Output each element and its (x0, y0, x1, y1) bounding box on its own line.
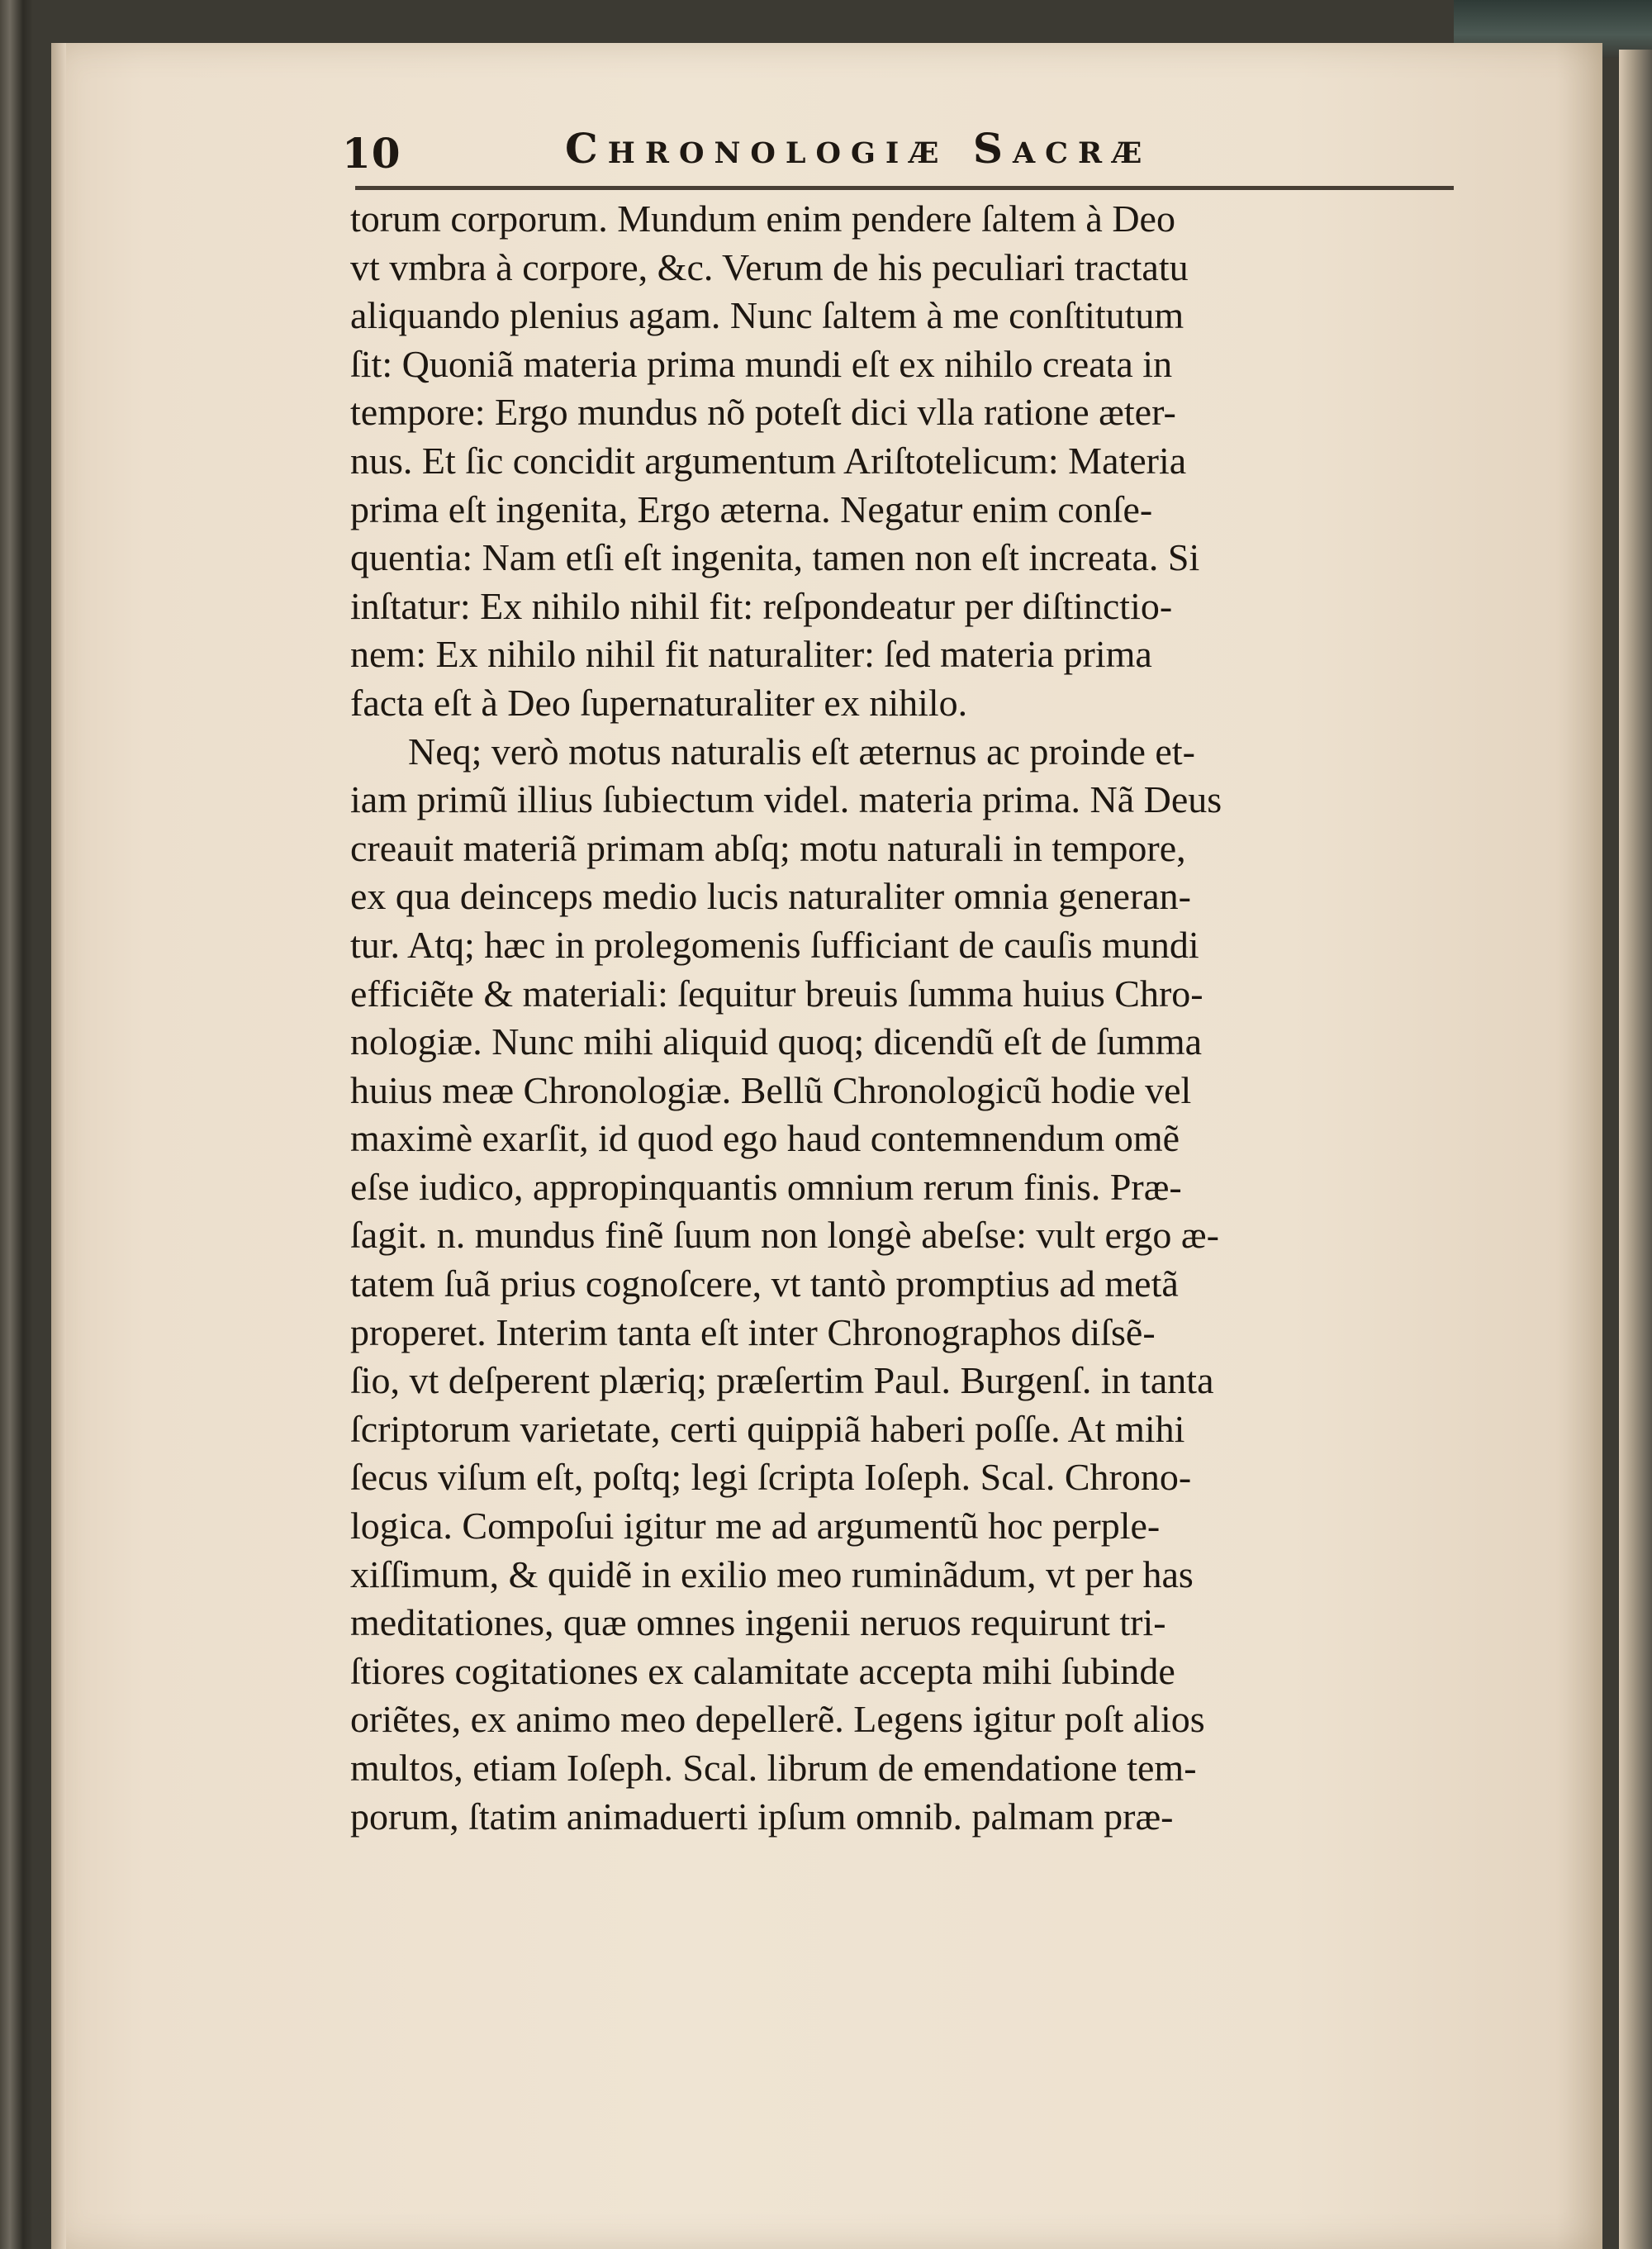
text-line: vt vmbra à corpore, &c. Verum de his peculiari tractatu (350, 245, 1189, 288)
text-line: ſagit. n. mundus finẽ ſuum non longè abeſse: vult ergo æ- (350, 1214, 1219, 1257)
text-line: properet. Interim tanta eſt inter Chronographos diſsẽ- (350, 1310, 1156, 1353)
text-line: tur. Atq; hæc in prolegomenis ſufficiant de cauſis mundi (350, 923, 1199, 966)
text-line: nem: Ex nihilo nihil fit naturaliter: ſed materia prima (350, 633, 1152, 676)
text-line: inſtatur: Ex nihilo nihil fit: reſpondeatur per diſtinctio- (350, 584, 1173, 627)
text-line: xiſſimum, & quidẽ in exilio meo ruminãdum, vt per has (350, 1552, 1194, 1595)
text-line: facta eſt à Deo ſupernaturaliter ex nihilo. (350, 681, 968, 724)
text-line: huius meæ Chronologiæ. Bellũ Chronologicũ hodie vel (350, 1068, 1192, 1111)
text-line: efficiẽte & materiali: ſequitur breuis ſumma huius Chro- (350, 972, 1203, 1015)
text-line: tempore: Ergo mundus nõ poteſt dici vlla ratione æter- (350, 391, 1176, 434)
text-line: ex qua deinceps medio lucis naturaliter omnia generan- (350, 875, 1191, 918)
running-head: Chronologiæ Sacræ (565, 124, 1152, 173)
text-line: ſit: Quoniã materia prima mundi eſt ex nihilo creata in (350, 342, 1173, 385)
text-line: tatem ſuã prius cognoſcere, vt tantò promptius ad metã (350, 1262, 1179, 1305)
text-line: porum, ſtatim animaduerti ipſum omnib. palmam præ- (350, 1795, 1174, 1838)
page-edge-shadow (1619, 50, 1652, 2249)
text-line: ſecus viſum eſt, poſtq; legi ſcripta Ioſeph. Scal. Chrono- (350, 1456, 1192, 1499)
text-line: nus. Et ſic concidit argumentum Ariſtotelicum: Materia (350, 439, 1187, 482)
text-line: Neq; verò motus naturalis eſt æternus ac proinde et- (408, 730, 1195, 773)
text-line: ſcriptorum varietate, certi quippiã haberi poſſe. At mihi (350, 1407, 1185, 1450)
header-rule (355, 186, 1454, 190)
text-line: prima eſt ingenita, Ergo æterna. Negatur enim conſe- (350, 487, 1153, 530)
text-line: eſse iudico, appropinquantis omnium rerum finis. Præ- (350, 1165, 1182, 1208)
text-line: ſtiores cogitationes ex calamitate accepta mihi ſubinde (350, 1649, 1175, 1692)
page-header (342, 124, 1465, 190)
page-number: 10 (342, 129, 401, 178)
text-line: quentia: Nam etſi eſt ingenita, tamen non eſt increata. Si (350, 536, 1200, 579)
text-line: ſio, vt deſperent plæriq; præſertim Paul. Burgenſ. in tanta (350, 1359, 1214, 1402)
text-line: oriẽtes, ex animo meo depellerẽ. Legens igitur poſt alios (350, 1698, 1205, 1741)
text-line: nologiæ. Nunc mihi aliquid quoq; dicendũ eſt de ſumma (350, 1020, 1203, 1063)
text-line: logica. Compoſui igitur me ad argumentũ hoc perple- (350, 1505, 1161, 1548)
text-line: aliquando plenius agam. Nunc ſaltem à me conſtitutum (350, 294, 1184, 337)
text-line: meditationes, quæ omnes ingenii neruos requirunt tri- (350, 1601, 1166, 1644)
body-text (350, 195, 1457, 1841)
text-line: creauit materiã primam abſq; motu naturali in tempore, (350, 826, 1186, 869)
text-line: torum corporum. Mundum enim pendere ſaltem à Deo (350, 197, 1175, 240)
text-line: iam primũ illius ſubiectum videl. materia prima. Nã Deus (350, 778, 1222, 821)
text-line: multos, etiam Ioſeph. Scal. librum de emendatione tem- (350, 1747, 1197, 1789)
text-line: maximè exarſit, id quod ego haud contemnendum omẽ (350, 1117, 1180, 1160)
